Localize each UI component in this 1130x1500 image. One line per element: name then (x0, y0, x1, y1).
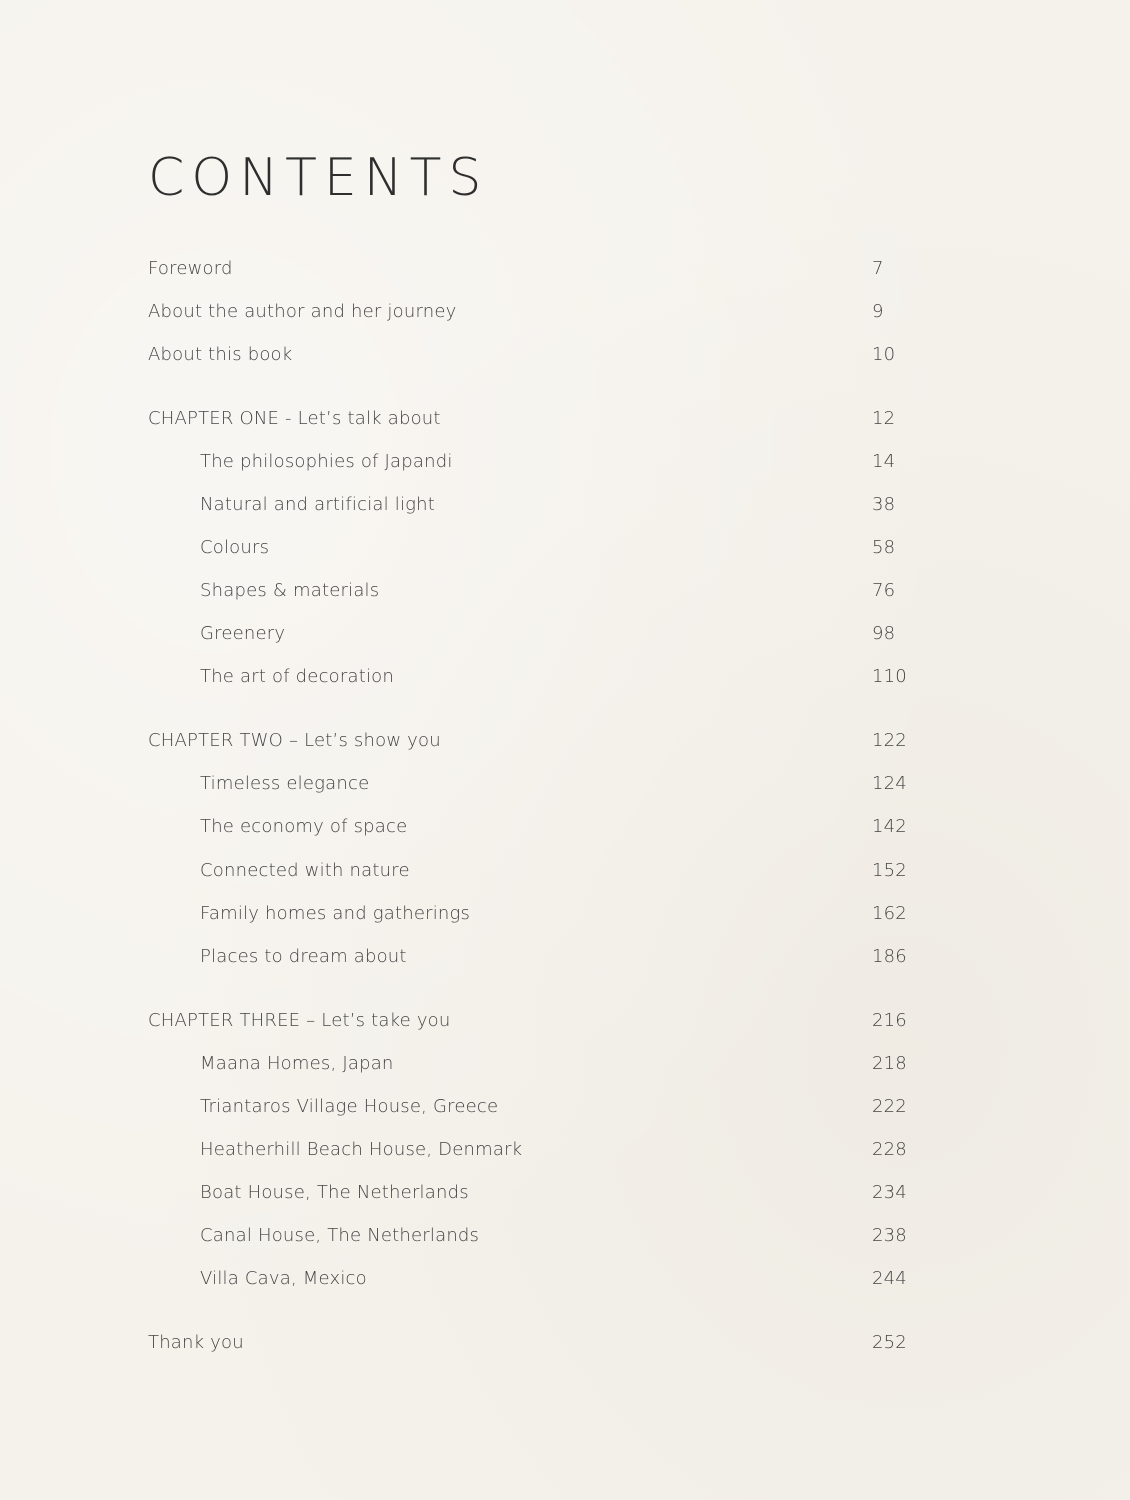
toc-entry-page-number: 58 (872, 537, 896, 558)
toc-entry-page-number: 12 (872, 408, 896, 429)
toc-subentry (0, 1178, 1130, 1208)
toc-entry-label: The art of decoration (200, 666, 394, 687)
toc-subentry (0, 619, 1130, 649)
toc-entry-page-number: 9 (872, 301, 884, 322)
toc-entry-page-number: 152 (872, 860, 907, 881)
toc-entry-page-number: 222 (872, 1096, 907, 1117)
toc-entry-label: The philosophies of Japandi (200, 451, 453, 472)
toc-entry-page-number: 76 (872, 580, 896, 601)
toc-entry-label: About this book (148, 344, 293, 365)
toc-entry-label: Boat House, The Netherlands (200, 1182, 469, 1203)
toc-entry-page-number: 122 (872, 730, 907, 751)
toc-subentry (0, 533, 1130, 563)
toc-entry-page-number: 186 (872, 946, 907, 967)
toc-entry-page-number: 162 (872, 903, 907, 924)
toc-entry-page-number: 124 (872, 773, 907, 794)
toc-entry-thank-you (0, 1328, 1130, 1358)
toc-entry-label: Connected with nature (200, 860, 410, 881)
toc-subentry (0, 490, 1130, 520)
toc-entry-label: Heatherhill Beach House, Denmark (200, 1139, 523, 1160)
toc-subentry (0, 1049, 1130, 1079)
toc-entry-page-number: 216 (872, 1010, 907, 1031)
toc-entry-page-number: 14 (872, 451, 896, 472)
toc-subentry (0, 1135, 1130, 1165)
toc-entry-label: Places to dream about (200, 946, 407, 967)
toc-chapter-label: CHAPTER ONE - Let’s talk about (148, 408, 441, 429)
toc-subentry (0, 942, 1130, 972)
toc-entry-page-number: 244 (872, 1268, 907, 1289)
toc-entry-label: Natural and artificial light (200, 494, 436, 515)
toc-entry-label: Canal House, The Netherlands (200, 1225, 480, 1246)
toc-entry-label: The economy of space (200, 816, 408, 837)
toc-entry-label: Shapes & materials (200, 580, 380, 601)
toc-entry-label: About the author and her journey (148, 301, 457, 322)
toc-entry-label: Family homes and gatherings (200, 903, 471, 924)
toc-subentry (0, 1264, 1130, 1294)
toc-subentry (0, 899, 1130, 929)
toc-entry-page-number: 10 (872, 344, 896, 365)
toc-chapter-label: CHAPTER TWO – Let’s show you (148, 730, 441, 751)
toc-chapter-two (0, 726, 1130, 756)
toc-entry-page-number: 98 (872, 623, 896, 644)
toc-entry-label: Greenery (200, 623, 286, 644)
toc-entry-page-number: 38 (872, 494, 896, 515)
toc-entry-foreword (0, 254, 1130, 284)
toc-entry-label: Triantaros Village House, Greece (200, 1096, 499, 1117)
toc-chapter-label: CHAPTER THREE – Let’s take you (148, 1010, 451, 1031)
toc-entry-label: Colours (200, 537, 270, 558)
toc-entry-page-number: 7 (872, 258, 884, 279)
toc-subentry (0, 856, 1130, 886)
toc-entry-page-number: 110 (872, 666, 907, 687)
toc-chapter-three (0, 1006, 1130, 1036)
toc-entry-about-author (0, 297, 1130, 327)
toc-subentry (0, 812, 1130, 842)
toc-subentry (0, 662, 1130, 692)
toc-entry-label: Maana Homes, Japan (200, 1053, 394, 1074)
toc-entry-label: Foreword (148, 258, 233, 279)
toc-entry-page-number: 238 (872, 1225, 907, 1246)
toc-entry-about-book (0, 340, 1130, 370)
toc-subentry (0, 1221, 1130, 1251)
toc-entry-page-number: 252 (872, 1332, 907, 1353)
toc-entry-label: Timeless elegance (200, 773, 370, 794)
toc-subentry (0, 447, 1130, 477)
toc-subentry (0, 576, 1130, 606)
toc-entry-page-number: 142 (872, 816, 907, 837)
toc-entry-label: Villa Cava, Mexico (200, 1268, 367, 1289)
page-title: CONTENTS (148, 148, 489, 208)
toc-entry-page-number: 234 (872, 1182, 907, 1203)
toc-subentry (0, 769, 1130, 799)
toc-entry-label: Thank you (148, 1332, 244, 1353)
toc-subentry (0, 1092, 1130, 1122)
toc-chapter-one (0, 404, 1130, 434)
toc-entry-page-number: 228 (872, 1139, 907, 1160)
toc-entry-page-number: 218 (872, 1053, 907, 1074)
